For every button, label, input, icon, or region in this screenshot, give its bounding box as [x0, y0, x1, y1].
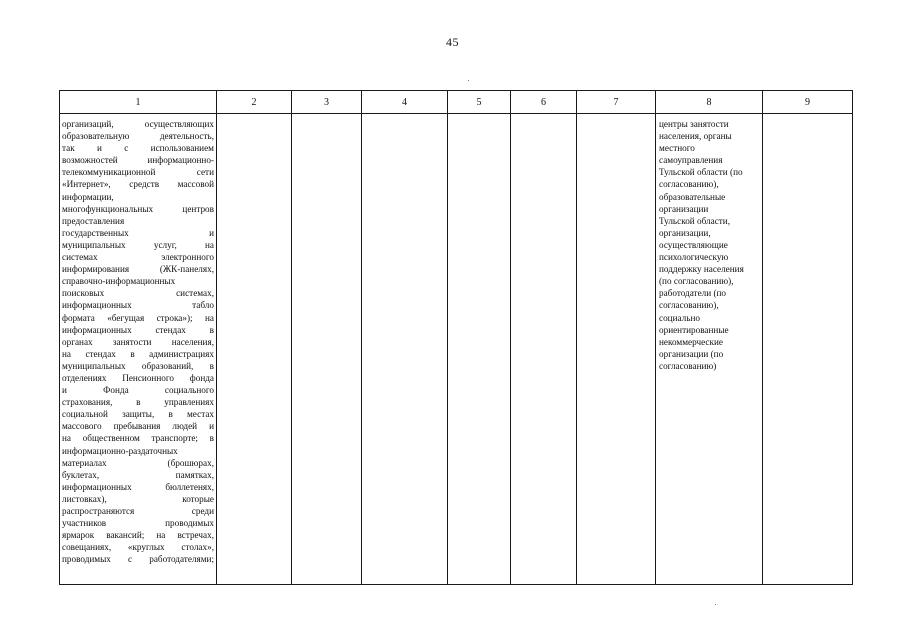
text-line: муниципальных образований, в [62, 360, 214, 371]
text-line: образовательную деятельность, [62, 131, 214, 142]
text-line: информационных табло [62, 300, 214, 311]
table-cell-responsible [656, 114, 763, 585]
column-header: 3 [292, 91, 362, 114]
table-cell [448, 114, 511, 585]
text-line: участников проводимых [62, 518, 214, 529]
table-cell [511, 114, 577, 585]
text-line: центры занятости [659, 119, 729, 129]
text-line: Тульской области (по [659, 167, 743, 178]
text-line: согласованию), [659, 179, 719, 190]
text-line: проводимых с работодателями; [62, 554, 214, 565]
text-line: на общественном транспорте; в [62, 433, 214, 444]
text-line: организации [659, 203, 709, 214]
page-number: 45 [446, 35, 459, 49]
text-line: информационных бюллетенях, [62, 481, 214, 492]
text-line: так и с использованием [62, 143, 214, 154]
text-line: многофункциональных центров [62, 203, 214, 214]
table-cell [577, 114, 656, 585]
column-header: 4 [362, 91, 448, 114]
text-line: самоуправления [659, 155, 723, 166]
text-line: организаций, осуществляющих [62, 119, 214, 129]
text-line: массового пребывания людей и [62, 421, 214, 432]
text-line: телекоммуникационной сети [62, 167, 214, 178]
text-line: информации, [62, 191, 114, 202]
text-line: образовательные [659, 191, 726, 202]
text-line: Тульской области, [659, 215, 731, 226]
text-line: системах электронного [62, 252, 214, 263]
text-line: информирования (ЖК-панелях, [62, 264, 214, 275]
column-header: 8 [656, 91, 763, 114]
text-line: формата «бегущая строка»); на [62, 312, 214, 323]
text-line: и Фонда социального [62, 385, 214, 396]
table-cell [763, 114, 853, 585]
text-line: информационно-раздаточных [62, 445, 178, 456]
text-line: населения, органы [659, 131, 732, 142]
text-line: работодатели (по [659, 288, 727, 299]
column-header: 6 [511, 91, 577, 114]
text-line: некоммерческие [659, 336, 723, 347]
text-line: местного [659, 143, 695, 154]
text-line: возможностей информационно- [62, 155, 214, 166]
text-line: органах занятости населения, [62, 336, 214, 347]
text-line: ярмарок вакансий; на встречах, [62, 530, 214, 541]
document-table [59, 90, 853, 585]
table-cell [292, 114, 362, 585]
column-header: 2 [217, 91, 292, 114]
text-line: организации (по [659, 348, 724, 359]
text-line: предоставления [62, 215, 125, 226]
text-line: организации, [659, 227, 711, 238]
column-header: 7 [577, 91, 656, 114]
text-line: материалах (брошюрах, [62, 457, 214, 468]
scan-speck [715, 604, 716, 605]
text-line: отделениях Пенсионного фонда [62, 372, 214, 383]
text-line: психологическую [659, 252, 729, 263]
text-line: поддержку населения [659, 264, 744, 275]
text-line: социально [659, 312, 700, 323]
text-line: на стендах в администрациях [62, 348, 214, 359]
table-cell [217, 114, 292, 585]
text-line: страхования, в управлениях [62, 397, 214, 408]
text-line: справочно-информационных [62, 276, 176, 287]
text-line: листовках), которые [62, 493, 214, 504]
text-line: совещаниях, «круглых столах», [62, 542, 214, 553]
responsible-text [656, 114, 762, 372]
text-line: согласованию) [659, 360, 717, 371]
text-line: (по согласованию), [659, 276, 734, 287]
text-line: информационных стендах в [62, 324, 214, 335]
table-cell [362, 114, 448, 585]
text-line: осуществляющие [659, 239, 728, 250]
text-line: муниципальных услуг, на [62, 239, 214, 250]
text-line: буклетах, памятках, [62, 469, 214, 480]
column-header: 9 [763, 91, 853, 114]
text-line: ориентированные [659, 324, 729, 335]
text-line: поисковых системах, [62, 288, 214, 299]
text-line: распространяются среди [62, 506, 214, 516]
table-row [60, 114, 853, 585]
text-line: государственных и [62, 227, 214, 238]
text-line: согласованию), [659, 300, 719, 311]
scan-speck [468, 80, 469, 81]
column-header: 5 [448, 91, 511, 114]
text-line: «Интернет», средств массовой [62, 179, 214, 190]
measure-text [60, 114, 216, 565]
column-header: 1 [60, 91, 217, 114]
table-cell-measure [60, 114, 217, 585]
text-line: социальной защиты, в местах [62, 409, 214, 420]
table-header-row [60, 91, 853, 114]
